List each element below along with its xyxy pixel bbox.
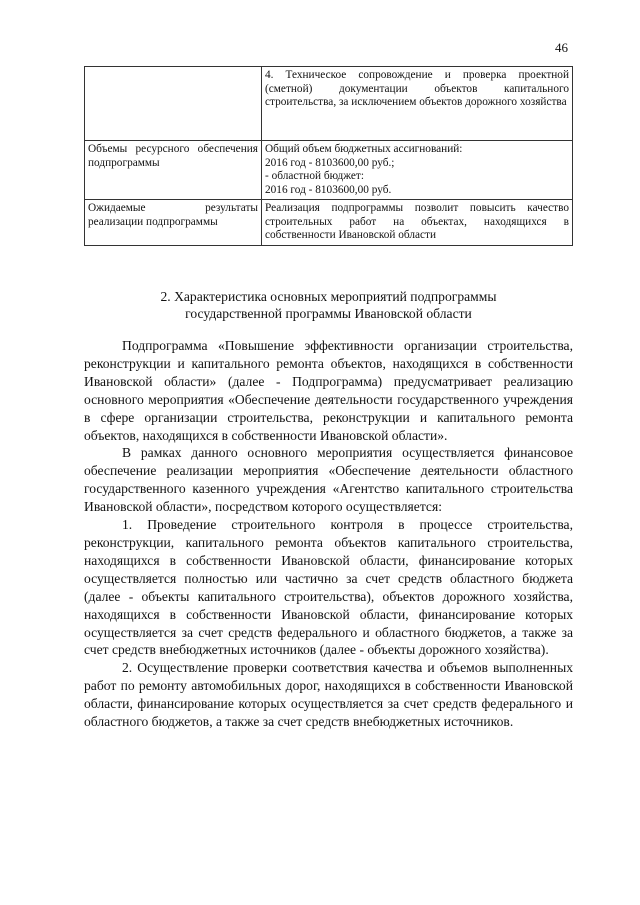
funding-line: Общий объем бюджетных ассигнований: <box>265 143 463 155</box>
heading-line: 2. Характеристика основных мероприятий подпрограммы <box>160 289 497 304</box>
page-number: 46 <box>555 40 568 55</box>
funding-line: 2016 год - 8103600,00 руб. <box>265 183 392 196</box>
section-body <box>84 337 573 731</box>
paragraph: 2. Осуществление проверки соответствия качества и объемов выполненных работ по ремонту автомобильных дорог, находящихся в собственности Ивановской области, финансирование которых осуществляется за счет средств федерального и областного бюджетов, а также за счет средств внебюджетных источников. <box>84 660 573 730</box>
row-content <box>262 141 573 200</box>
subprogram-passport-table <box>84 66 573 246</box>
paragraph: В рамках данного основного мероприятия осуществляется финансовое обеспечение реализации мероприятия «Обеспечение деятельности областного государственного казенного учреждения «Агентство капитального строительства Ивановской области», посредством которого осуществляется: <box>84 445 573 515</box>
row-content: 4. Техническое сопровождение и проверка проектной (сметной) документации объектов капитального строительства, за исключением объектов дорожного хозяйства <box>262 67 573 141</box>
row-label <box>85 67 262 141</box>
row-label: Ожидаемые результаты реализации подпрограммы <box>85 200 262 246</box>
paragraph: 1. Проведение строительного контроля в процессе строительства, реконструкции, капитального ремонта объектов капитального строительства, находящихся в собственности Ивановской области, финансирование которых осуществляется полностью или частично за счет средств областного бюджета (далее - объекты капитального строительства), объектов дорожного хозяйства, находящихся в собственности Ивановской области, финансирование которых осуществляется за счет средств федерального и областного бюджетов, а также за счет средств внебюджетных источников (далее - объекты дорожного хозяйства). <box>84 517 573 658</box>
funding-line: - областной бюджет: <box>265 170 364 182</box>
table-row <box>85 141 573 200</box>
heading-line: государственной программы Ивановской области <box>185 306 472 321</box>
row-label: Объемы ресурсного обеспечения подпрограммы <box>85 141 262 200</box>
section-heading <box>84 288 573 322</box>
table-row <box>85 67 573 141</box>
row-content: Реализация подпрограммы позволит повысить качество строительных работ на объектах, находящихся в собственности Ивановской области <box>262 200 573 246</box>
paragraph: Подпрограмма «Повышение эффективности организации строительства, реконструкции и капитального ремонта объектов, находящихся в собственности Ивановской области» (далее - Подпрограмма) предусматривает реализацию основного мероприятия «Обеспечение деятельности государственного учреждения в сфере организации строительства, реконструкции и капитального ремонта объектов, находящихся в собственности Ивановской области». <box>84 338 573 443</box>
table-row <box>85 200 573 246</box>
funding-line: 2016 год - 8103600,00 руб.; <box>265 156 395 169</box>
